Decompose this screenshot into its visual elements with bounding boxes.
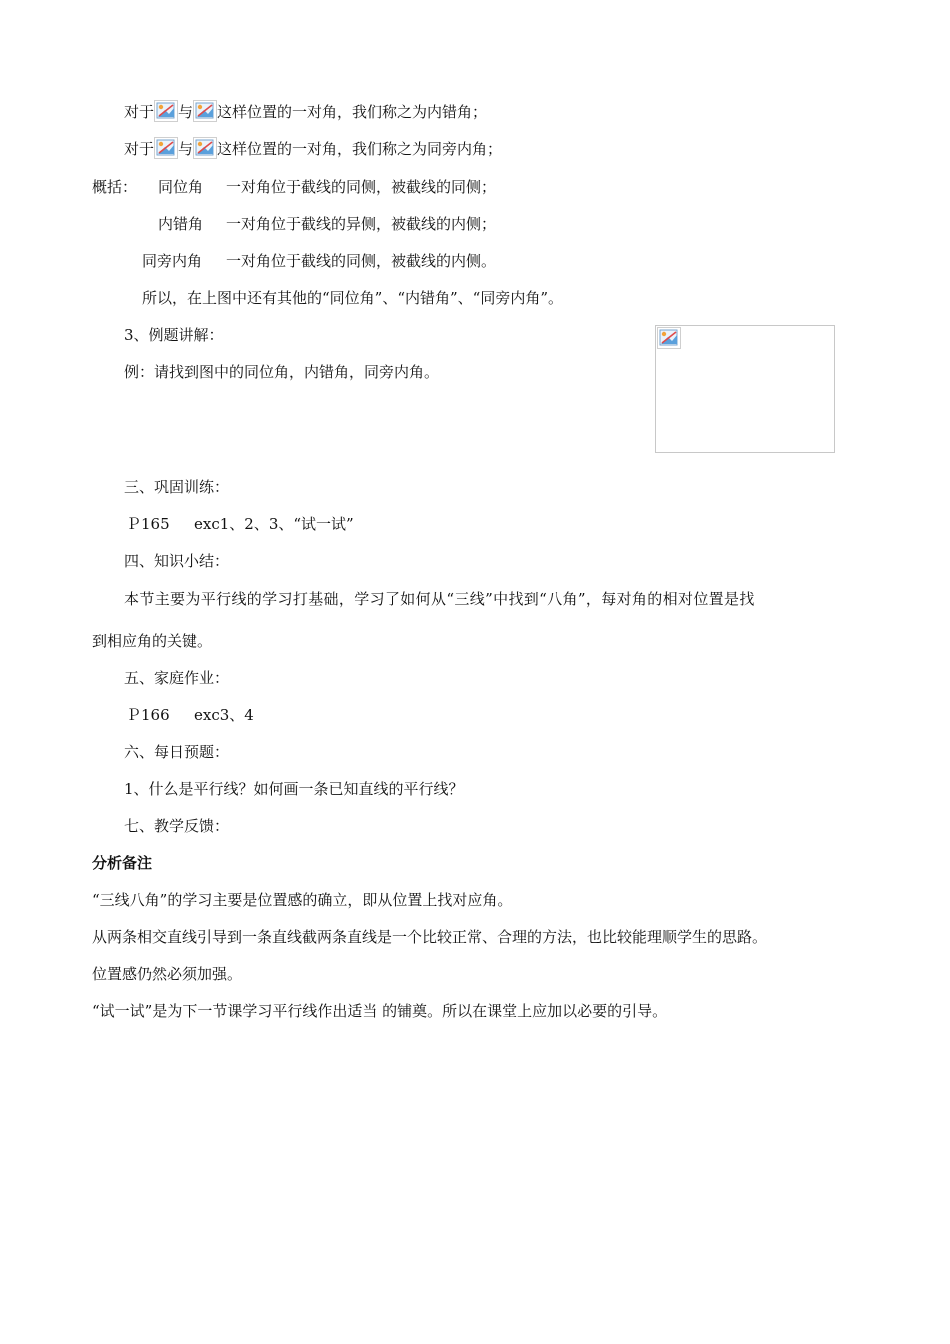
summary-desc-alternate: 一对角位于截线的异侧，被截线的内侧； — [226, 215, 497, 233]
summary-conclusion: 所以，在上图中还有其他的“同位角”、“内错角”、“同旁内角”。 — [142, 289, 564, 307]
summary-term-same-side: 同旁内角 — [142, 252, 203, 270]
notes-line: “试一试”是为下一节课学习平行线作出适当 的铺奠。所以在课堂上应加以必要的引导。 — [92, 1002, 668, 1020]
def-connector: 与 — [178, 140, 194, 158]
feedback-heading: 七、教学反馈： — [124, 817, 230, 835]
homework-page: Ｐ166 — [126, 706, 170, 724]
broken-image-icon — [154, 137, 178, 159]
notes-line: 位置感仍然必须加强。 — [92, 965, 243, 983]
definition-same-side-interior — [124, 137, 502, 157]
knowledge-summary-line1: 本节主要为平行线的学习打基础，学习了如何从“三线”中找到“八角”，每对角的相对位置是找 — [124, 590, 755, 608]
summary-term-alternate: 内错角 — [158, 215, 204, 233]
def-prefix: 对于 — [124, 103, 155, 121]
broken-image-icon — [657, 327, 681, 349]
practice-items: exc1、2、3、“试一试” — [194, 515, 354, 533]
summary-desc-same-side: 一对角位于截线的同侧，被截线的内侧。 — [226, 252, 497, 270]
definition-inner-alternate — [124, 100, 487, 120]
broken-image-icon — [193, 100, 217, 122]
homework-items: exc3、4 — [194, 706, 254, 724]
notes-heading: 分析备注 — [92, 854, 153, 872]
homework-heading: 五、家庭作业： — [124, 669, 230, 687]
def-prefix: 对于 — [124, 140, 155, 158]
practice-page: Ｐ165 — [126, 515, 170, 533]
preview-question: 1、什么是平行线？如何画一条已知直线的平行线？ — [124, 780, 464, 798]
notes-line: 从两条相交直线引导到一条直线截两条直线是一个比较正常、合理的方法，也比较能理顺学生的思路。 — [92, 928, 768, 946]
knowledge-summary-line2: 到相应角的关键。 — [92, 632, 213, 650]
example-figure-frame — [655, 325, 835, 453]
example-text: 例：请找到图中的同位角，内错角，同旁内角。 — [124, 363, 440, 381]
summary-term-corresponding: 同位角 — [158, 178, 204, 196]
preview-heading: 六、每日预题： — [124, 743, 230, 761]
summary-label: 概括： — [92, 178, 138, 196]
summary-desc-corresponding: 一对角位于截线的同侧，被截线的同侧； — [226, 178, 497, 196]
broken-image-icon — [154, 100, 178, 122]
knowledge-summary-heading: 四、知识小结： — [124, 552, 230, 570]
def-text: 这样位置的一对角，我们称之为同旁内角； — [217, 140, 503, 158]
example-heading: 3、例题讲解： — [124, 326, 224, 344]
def-text: 这样位置的一对角，我们称之为内错角； — [217, 103, 488, 121]
broken-image-icon — [193, 137, 217, 159]
practice-heading: 三、巩固训练： — [124, 478, 230, 496]
def-connector: 与 — [178, 103, 194, 121]
notes-line: “三线八角”的学习主要是位置感的确立，即从位置上找对应角。 — [92, 891, 513, 909]
